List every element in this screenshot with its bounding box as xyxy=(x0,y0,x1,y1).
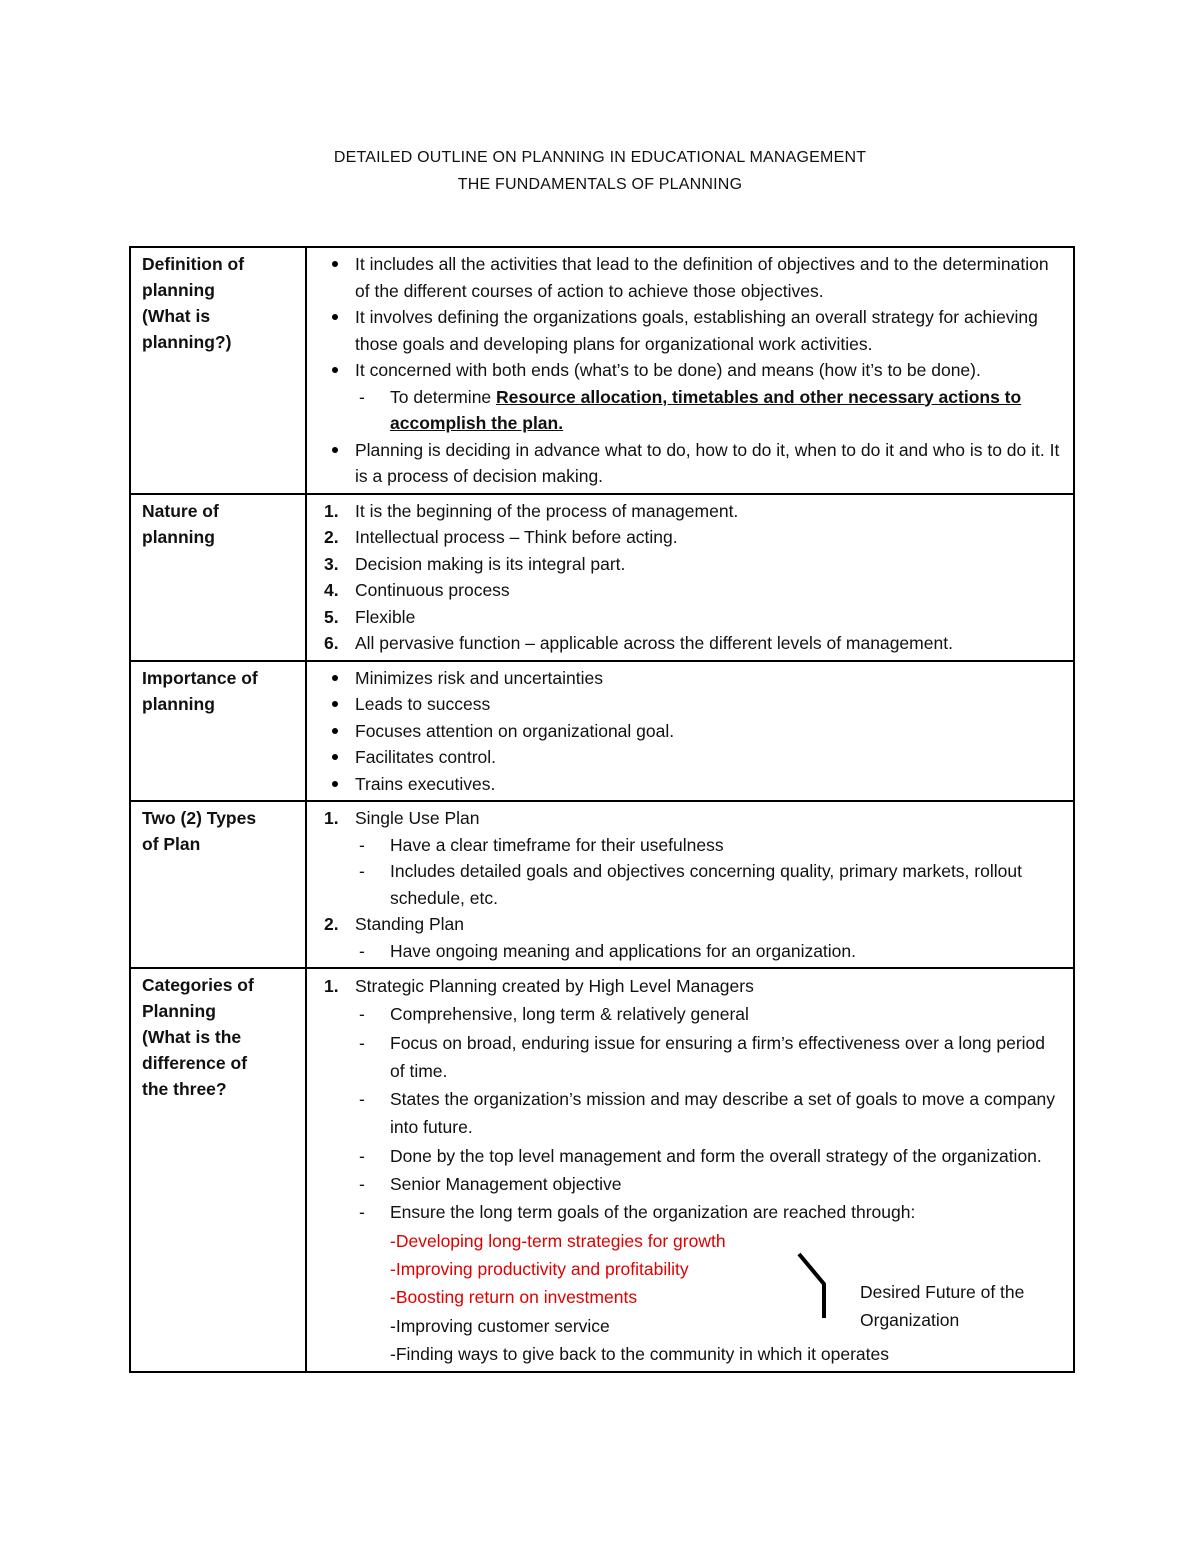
row-label: Two (2) Types of Plan xyxy=(130,801,306,968)
row-content xyxy=(306,247,1074,494)
list-item: 1. Single Use Plan xyxy=(324,808,480,828)
goal-item: -Improving customer service xyxy=(390,1315,610,1336)
sub-item: - Ensure the long term goals of the organization are reached through: xyxy=(355,1198,1063,1226)
list-item: It involves defining the organizations goals, establishing an overall strategy for achieving those goals and developing plans for organizational work activities. xyxy=(317,304,1063,357)
emphasis-text: Resource allocation, timetables and other necessary actions to accomplish the plan. xyxy=(390,386,1022,433)
bullet-icon xyxy=(317,718,355,745)
list-item: Planning is deciding in advance what to do, how to do it, when to do it and who is to do it. It is a process of decision making. xyxy=(317,437,1063,490)
sub-item: - Done by the top level management and form the overall strategy of the organization. xyxy=(355,1142,1063,1170)
list-item: Minimizes risk and uncertainties xyxy=(317,665,1063,692)
bullet-icon xyxy=(317,437,355,490)
row-label: Categories of Planning (What is the difference of the three? xyxy=(130,968,306,1372)
row-content xyxy=(306,801,1074,968)
desired-future-annotation: Desired Future of the Organization xyxy=(860,1282,1025,1330)
table-row xyxy=(130,661,1074,802)
list-item: 1. Strategic Planning created by High Level Managers xyxy=(324,976,754,996)
list-item: 6. All pervasive function – applicable across the different levels of management. xyxy=(324,633,953,653)
document-title: DETAILED OUTLINE ON PLANNING IN EDUCATIONAL MANAGEMENT xyxy=(333,149,867,166)
goal-item-highlighted: -Boosting return on investments xyxy=(390,1287,638,1308)
bullet-icon xyxy=(317,665,355,692)
list-item: 3. Decision making is its integral part. xyxy=(324,553,626,574)
bullet-icon xyxy=(317,357,355,384)
dash-icon: - xyxy=(359,1004,365,1025)
sub-item: - Have ongoing meaning and applications for an organization. xyxy=(355,938,1063,965)
document-header xyxy=(0,144,1200,198)
sub-item: - States the organization’s mission and may describe a set of goals to move a company into future. xyxy=(355,1085,1063,1142)
list-item: 1. It is the beginning of the process of management. xyxy=(324,500,739,521)
dash-icon: - xyxy=(359,834,365,855)
sub-item: - Have a clear timeframe for their usefulness xyxy=(355,832,1063,859)
list-item: 2. Standing Plan xyxy=(324,914,464,934)
sub-item: - Includes detailed goals and objectives concerning quality, primary markets, rollout schedule, etc. xyxy=(355,858,1063,911)
list-item: Facilitates control. xyxy=(317,744,1063,771)
sub-item: - Focus on broad, enduring issue for ensuring a firm’s effectiveness over a long period of time. xyxy=(355,1029,1063,1086)
document-subtitle: THE FUNDAMENTALS OF PLANNING xyxy=(457,176,743,193)
dash-icon: - xyxy=(359,1145,365,1166)
list-item: Trains executives. xyxy=(317,771,1063,798)
bullet-icon xyxy=(317,771,355,798)
bracket-icon xyxy=(796,1252,836,1324)
outline-table xyxy=(129,246,1075,1373)
table-row xyxy=(130,247,1074,494)
goal-item-highlighted: -Improving productivity and profitability xyxy=(390,1258,689,1279)
dash-icon: - xyxy=(359,386,365,407)
list-item: It includes all the activities that lead to the definition of objectives and to the determination of the different courses of action to achieve those objectives. xyxy=(317,251,1063,304)
dash-icon: - xyxy=(359,940,365,961)
row-content xyxy=(306,494,1074,661)
row-label: Definition of planning (What is planning?) xyxy=(130,247,306,494)
goal-item: -Finding ways to give back to the community in which it operates xyxy=(390,1343,889,1364)
bullet-icon xyxy=(317,691,355,718)
goal-item-highlighted: -Developing long-term strategies for growth xyxy=(390,1230,726,1251)
list-item: It concerned with both ends (what’s to be done) and means (how it’s to be done). xyxy=(317,357,1063,384)
list-item: 2. Intellectual process – Think before acting. xyxy=(324,527,678,547)
dash-icon: - xyxy=(359,1032,365,1053)
row-content xyxy=(306,661,1074,802)
list-item: 5. Flexible xyxy=(324,606,416,627)
list-item: Focuses attention on organizational goal. xyxy=(317,718,1063,745)
sub-item: - Senior Management objective xyxy=(355,1170,1063,1198)
table-row xyxy=(130,801,1074,968)
table-row xyxy=(130,494,1074,661)
dash-icon: - xyxy=(359,1202,365,1223)
dash-icon: - xyxy=(359,1174,365,1195)
dash-icon: - xyxy=(359,861,365,881)
row-label: Importance of planning xyxy=(130,661,306,802)
row-label: Nature of planning xyxy=(130,494,306,661)
dash-icon: - xyxy=(359,1089,365,1110)
bullet-icon xyxy=(317,251,355,304)
sub-item: - To determine Resource allocation, timetables and other necessary actions to accomplish the plan. xyxy=(355,384,1063,437)
list-item: 4. Continuous process xyxy=(324,580,510,600)
list-item: Leads to success xyxy=(317,691,1063,718)
bullet-icon xyxy=(317,744,355,771)
sub-item: - Comprehensive, long term & relatively general xyxy=(355,1000,1063,1028)
bullet-icon xyxy=(317,304,355,357)
